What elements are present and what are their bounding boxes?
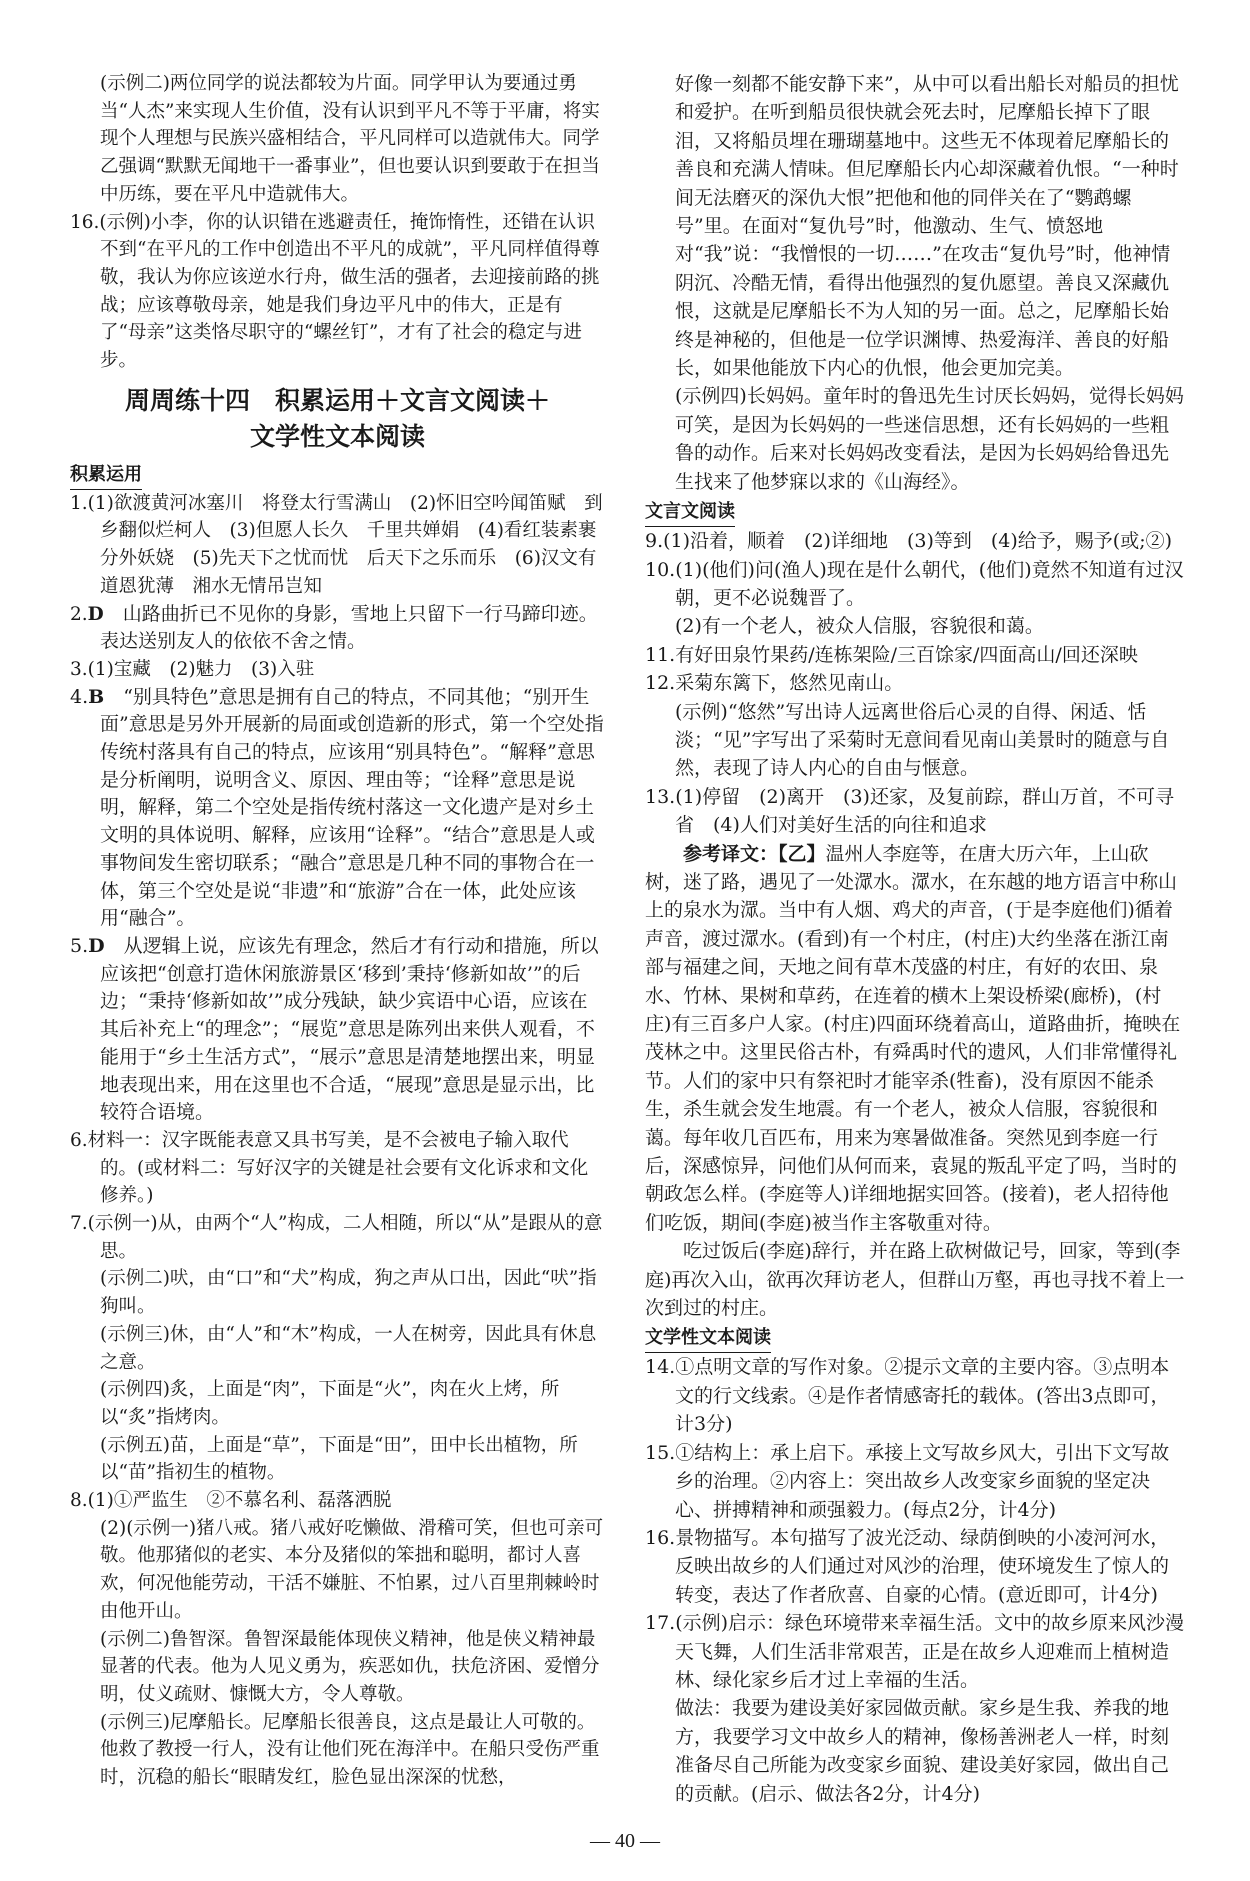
page-title — [70, 383, 605, 455]
choice-answer: D — [87, 603, 104, 625]
answer-16: 16.(示例)小李，你的认识错在逃避责任，掩饰惰性，还错在认识不到“在平凡的工作中创造出不平凡的成就”，平凡同样值得尊敬，我认为你应该逆水行舟，做生活的强者，去迎接前路的挑战；应该尊敬母亲，她是我们身边平凡中的伟大，正是有了“母亲”这类恪尽职守的“螺丝钉”，才有了社会的稳定与进步。 — [70, 211, 600, 372]
section-heading-accumulation: 积累运用 — [70, 461, 142, 490]
answer-10: 10.(1)(他们)问(渔人)现在是什么朝代，(他们)竟然不知道有过汉朝，更不必说魏晋了。 — [645, 558, 1184, 609]
answer-9: 9.(1)沿着，顺着 (2)详细地 (3)等到 (4)给予，赐予(或;②) — [645, 530, 1173, 553]
question-number: 2. — [70, 603, 88, 625]
answer-5 — [70, 933, 605, 1127]
answer-4 — [70, 684, 605, 933]
section-heading-classical: 文言文阅读 — [645, 498, 735, 527]
answer-7-example2: (示例二)吠，由“口”和“犬”构成，狗之声从口出，因此“吠”指狗叫。 — [100, 1268, 597, 1318]
answer-6: 6.材料一：汉字既能表意又具书写美，是不会被电子输入取代的。(或材料二：写好汉字的关键是社会要有文化诉求和文化修养。) — [70, 1129, 589, 1207]
answer-8-example4: (示例四)长妈妈。童年时的鲁迅先生讨厌长妈妈，觉得长妈妈可笑，是因为长妈妈的一些迷信思想，还有长妈妈的一些粗鲁的动作。后来对长妈妈改变看法，是因为长妈妈给鲁迅先生找来了他梦寐以求的《山海经》。 — [675, 385, 1184, 493]
answer-8-example3-cont: 好像一刻都不能安静下来”，从中可以看出船长对船员的担忧和爱护。在听到船员很快就会死去时，尼摩船长掉下了眼泪，又将船员埋在珊瑚墓地中。这些无不体现着尼摩船长的善良和充满人情味。但尼摩船长内心却深藏着仇恨。“一种时间无法磨灭的深仇大恨”把他和他的同伴关在了“鹦鹉螺号”里。在面对“复仇号”时，他激动、生气、愤怒地对“我”说：“我憎恨的一切……”在攻击“复仇号”时，他神情阴沉、冷酷无情，看得出他强烈的复仇愿望。善良又深藏仇恨，这就是尼摩船长不为人知的另一面。总之，尼摩船长始终是神秘的，但他是一位学识渊博、热爱海洋、善良的好船长，如果他能放下内心的仇恨，他会更加完美。 — [675, 73, 1179, 380]
answer-7: 7.(示例一)从，由两个“人”构成，二人相随，所以“从”是跟从的意思。 — [70, 1213, 603, 1262]
question-number: 5. — [70, 934, 89, 957]
translation-text: 温州人李庭等，在唐大历六年，上山砍树，迷了路，遇见了一处潀水。潀水，在东越的地方语言中称山上的泉水为潀。当中有人烟、鸡犬的声音，(于是李庭他们)循着声音，渡过潀水。(看到)有一个村庄，(村庄)大约坐落在浙江南部与福建之间，天地之间有草木茂盛的村庄，有好的农田、泉水、竹林、果树和草药，在连着的横木上架设桥梁(廊桥)，(村庄)有三百多户人家。(村庄)四面环绕着高山，道路曲折，掩映在茂林之中。这里民俗古朴，有舜禹时代的遗风，人们非常懂得礼节。人们的家中只有祭祀时才能宰杀(牲畜)，没有原因不能杀生，杀生就会发生地震。有一个老人，被众人信服，容貌很和蔼。每年收几百匹布，用来为寒暑做准备。突然见到李庭一行后，深感惊异，问他们从何而来，袁晁的叛乱平定了吗，当时的朝政怎么样。(李庭等人)详细地据实回答。(接着)，老人招待他们吃饭，期间(李庭)被当作主客敬重对待。 — [645, 842, 1181, 1234]
answer-8-example1: (2)(示例一)猪八戒。猪八戒好吃懒做、滑稽可笑，但也可亲可敬。他那猪似的老实、本分及猪似的笨拙和聪明，都讨人喜欢，何况他能劳动，干活不嫌脏、不怕累，过八百里荆棘岭时由他开山。 — [100, 1517, 604, 1622]
answer-11: 11.有好田泉竹果药/连栋架险/三百馀家/四面高山/回还深映 — [645, 643, 1138, 666]
choice-answer: B — [88, 685, 105, 708]
answer-12: 12.采菊东篱下，悠然见南山。 — [645, 672, 904, 695]
answer-8-example2: (示例二)鲁智深。鲁智深最能体现侠义精神，他是侠义精神最显著的代表。他为人见义勇为，疾恶如仇，扶危济困、爱憎分明，仗义疏财、慷慨大方，令人尊敬。 — [100, 1628, 600, 1705]
section-heading-literary: 文学性文本阅读 — [645, 1324, 771, 1353]
question-number: 4. — [70, 685, 89, 708]
answer-17: 17.(示例)启示：绿色环境带来幸福生活。文中的故乡原来风沙漫天飞舞，人们生活非常艰苦，正是在故乡人迎难而上植树造林、绿化家乡后才过上幸福的生活。 — [645, 1612, 1185, 1691]
answer-5-text: 从逻辑上说，应该先有理念，然后才有行动和措施，所以应该把“创意打造休闲旅游景区‘移到’秉持‘修新如故’”的后边；“秉持‘修新如故’”成分残缺，缺少宾语中心语，应该在其后补充上“的理念”；“展览”意思是陈列出来供人观看，不能用于“乡土生活方式”，“展示”意思是清楚地摆出来，明显地表现出来，用在这里也不合适，“展现”意思是显示出，比较符合语境。 — [100, 934, 599, 1124]
answer-2-text: 山路曲折已不见你的身影，雪地上只留下一行马蹄印迹。表达送别友人的依依不舍之情。 — [100, 602, 598, 653]
answer-13: 13.(1)停留 (2)离开 (3)还家，及复前踪，群山万首，不可寻省 (4)人们对美好生活的向往和追求 — [645, 785, 1174, 837]
answer-8-example3: (示例三)尼摩船长。尼摩船长很善良，这点是最让人可敬的。他救了教授一行人，没有让他们死在海洋中。在船只受伤严重时，沉稳的船长“眼睛发红，脸色显出深深的忧愁， — [100, 1711, 600, 1789]
title-line-1: 周周练十四 积累运用＋文言文阅读＋ — [124, 385, 550, 415]
answer-1: 1.(1)欲渡黄河冰塞川 将登太行雪满山 (2)怀旧空吟闻笛赋 到乡翻似烂柯人 (3)但愿人长久 千里共婵娟 (4)看红装素裹 分外妖娆 (5)先天下之忧而忧 后天下之乐而乐 (6)汉文有道恩犹薄 湘水无情吊岂知 — [70, 492, 615, 597]
translation-label: 参考译文： — [683, 842, 779, 865]
answer-2 — [70, 601, 605, 656]
answer-7-example5: (示例五)苗，上面是“草”，下面是“田”，田中长出植物，所以“苗”指初生的植物。 — [100, 1434, 578, 1484]
answer-17-method: 做法：我要为建设美好家园做贡献。家乡是生我、养我的地方，我要学习文中故乡人的精神，像杨善洲老人一样，时刻准备尽自己所能为改变家乡面貌、建设美好家园，做出自己的贡献。(启示、做法各2分，计4分) — [675, 1697, 1170, 1805]
reference-translation — [645, 840, 1185, 1238]
reference-translation-2: 吃过饭后(李庭)辞行，并在路上砍树做记号，回家，等到(李庭)再次入山，欲再次拜访老人，但群山万壑，再也寻找不着上一次到过的村庄。 — [645, 1240, 1185, 1320]
answer-14: 14.①点明文章的写作对象。②提示文章的主要内容。③点明本文的行文线索。④是作者情感寄托的载体。(答出3点即可，计3分) — [645, 1356, 1170, 1436]
answer-8: 8.(1)①严监生 ②不慕名利、磊落洒脱 — [70, 1490, 392, 1512]
translation-tag: 【乙】 — [778, 842, 826, 865]
answer-4-text: “别具特色”意思是拥有自己的特点，不同其他；“别开生面”意思是另外开展新的局面或创造新的形式，第一个空处指传统村落具有自己的特点，应该用“别具特色”。“解释”意思是分析阐明，说明含义、原因、理由等；“诠释”意思是说明，解释，第二个空处是指传统村落这一文化遗产是对乡土文明的具体说明、解释，应该用“诠释”。“结合”意思是人或事物间发生密切联系；“融合”意思是几种不同的事物合在一体，第三个空处是说“非遗”和“旅游”合在一体，此处应该用“融合”。 — [100, 685, 604, 930]
answer-16-literary: 16.景物描写。本句描写了波光泛动、绿荫倒映的小凌河河水，反映出故乡的人们通过对风沙的治理，使环境发生了惊人的转变，表达了作者欣喜、自豪的心情。(意近即可，计4分) — [645, 1526, 1170, 1606]
page-number: — 40 — — [590, 1830, 660, 1852]
answer-12-example: (示例)“悠然”写出诗人远离世俗后心灵的自得、闲适、恬淡；“见”字写出了采菊时无意间看见南山美景时的随意与自然，表现了诗人内心的自由与惬意。 — [675, 700, 1170, 780]
answer-7-example3: (示例三)休，由“人”和“木”构成，一人在树旁，因此具有休息之意。 — [100, 1323, 597, 1373]
answer-3: 3.(1)宝藏 (2)魅力 (3)入驻 — [70, 658, 315, 680]
choice-answer: D — [88, 934, 105, 957]
right-column — [645, 70, 1185, 1808]
answer-15: 15.①结构上：承上启下。承接上文写故乡风大，引出下文写故乡的治理。②内容上：突出故乡人改变家乡面貌的坚定决心、拼搏精神和顽强毅力。(每点2分，计4分) — [645, 1441, 1170, 1521]
answer-10-2: (2)有一个老人，被众人信服，容貌很和蔼。 — [675, 615, 1044, 638]
answer-7-example4: (示例四)炙，上面是“肉”，下面是“火”，肉在火上烤，所以“炙”指烤肉。 — [100, 1379, 560, 1428]
title-line-2: 文学性文本阅读 — [249, 421, 425, 451]
left-column — [70, 70, 615, 1792]
answer-15-example2: (示例二)两位同学的说法都较为片面。同学甲认为要通过勇当“人杰”来实现人生价值，没有认识到平凡不等于平庸，将实现个人理想与民族兴盛相结合，平凡同样可以造就伟大。同学乙强调“默默无闻地干一番事业”，但也要认识到要敢于在担当中历练，要在平凡中造就伟大。 — [100, 73, 600, 205]
